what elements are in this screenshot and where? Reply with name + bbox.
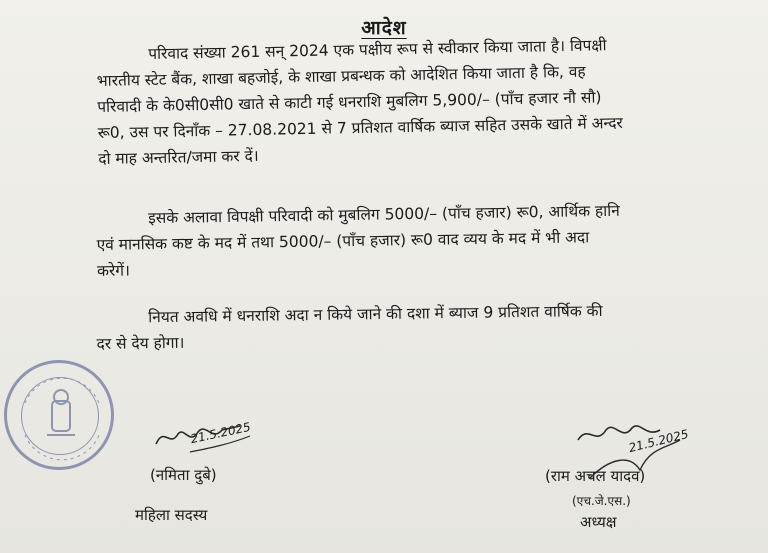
paragraph-line: नियत अवधि में धनराशि अदा न किये जाने की दशा में ब्याज 9 प्रतिशत वार्षिक की	[148, 301, 603, 327]
paragraph-line: रू0, उस पर दिनाँक – 27.08.2021 से 7 प्रतिशत वार्षिक ब्याज सहित उसके खाते में अन्दर	[97, 113, 623, 142]
emblem-icon	[7, 363, 117, 473]
paragraph-1	[96, 32, 624, 172]
signature-left-date: 21.5.2025	[189, 419, 252, 447]
paragraph-line: परिवाद संख्या 261 सन् 2024 एक पक्षीय रूप से स्वीकार किया जाता है। विपक्षी	[148, 36, 607, 63]
member-name: (नमिता दुबे)	[150, 466, 217, 484]
president-designation: अध्यक्ष	[580, 513, 617, 531]
paragraph-line: इसके अलावा विपक्षी परिवादी को मुबलिग 5000/– (पाँच हजार) रू0, आर्थिक हानि	[148, 201, 620, 228]
president-name: (राम अचल यादव)	[545, 467, 646, 485]
paragraph-line: दर से देय होगा।	[96, 333, 185, 353]
member-designation: महिला सदस्य	[135, 506, 208, 524]
paragraph-line: करेगें।	[96, 261, 131, 280]
signature-right-date: 21.5.2025	[627, 426, 690, 456]
paragraph-3	[96, 298, 603, 357]
paragraph-line: परिवादी के के0सी0सी0 खाते से काटी गई धनराशि मुबलिग 5,900/– (पाँच हजार नौ सौ)	[97, 88, 602, 116]
paragraph-line: एवं मानसिक कष्ट के मद में तथा 5000/– (पाँच हजार) रू0 वाद व्यय के मद में भी अदा	[96, 228, 590, 254]
order-title-text: आदेश	[361, 17, 407, 39]
paragraph-line: भारतीय स्टेट बैंक, शाखा बहजोई, के शाखा प्रबन्धक को आदेशित किया जाता है कि, वह	[96, 62, 586, 90]
president-qualification: (एच.जे.एस.)	[572, 494, 631, 508]
paragraph-line: दो माह अन्तरित/जमा कर दें।	[98, 146, 259, 168]
paragraph-2	[96, 198, 621, 284]
official-seal	[4, 360, 114, 470]
